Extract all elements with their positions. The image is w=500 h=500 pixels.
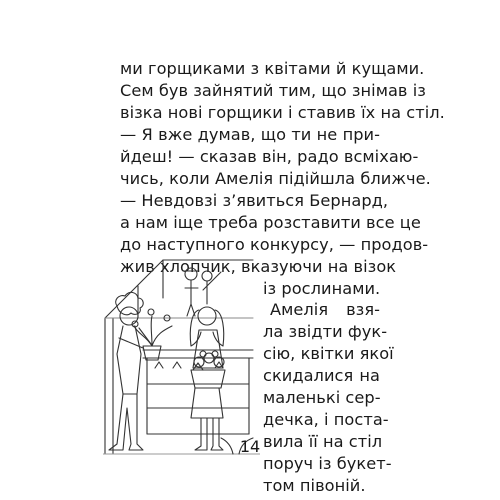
text-line: до наступного конкурсу, — продов-	[120, 235, 429, 254]
text-line: вила її на стіл	[263, 432, 383, 451]
text-line: — Я вже думав, що ти не при-	[120, 125, 380, 144]
text-line: Амелія взя-	[270, 300, 380, 319]
text-line: візка нові горщики і ставив їх на стіл.	[120, 103, 445, 122]
text-line: ми горщиками з квітами й кущами.	[120, 59, 425, 78]
text-line: із рослинами.	[263, 279, 381, 298]
text-line: поруч із букет-	[263, 454, 392, 473]
text-line: дечка, і поста-	[263, 410, 389, 429]
greenhouse-children-sketch-icon	[103, 258, 260, 458]
text-line: скидалися на	[263, 366, 380, 385]
text-line: сію, квітки якої	[263, 344, 394, 363]
text-line: ла звідти фук-	[263, 322, 388, 341]
text-line: а нам іще треба розставити все це	[120, 213, 421, 232]
text-line: чись, коли Амелія підійшла ближче.	[120, 169, 431, 188]
text-line: том півоній.	[263, 476, 366, 495]
text-line: маленькі сер-	[263, 388, 381, 407]
text-line: — Невдовзі з’явиться Бернард,	[120, 191, 389, 210]
text-line: йдеш! — сказав він, радо всміхаю-	[120, 147, 419, 166]
page-number: 14	[239, 437, 261, 456]
text-line: Сем був зайнятий тим, що знімав із	[120, 81, 426, 100]
text-line: жив хлопчик, вказуючи на візок	[120, 257, 397, 276]
